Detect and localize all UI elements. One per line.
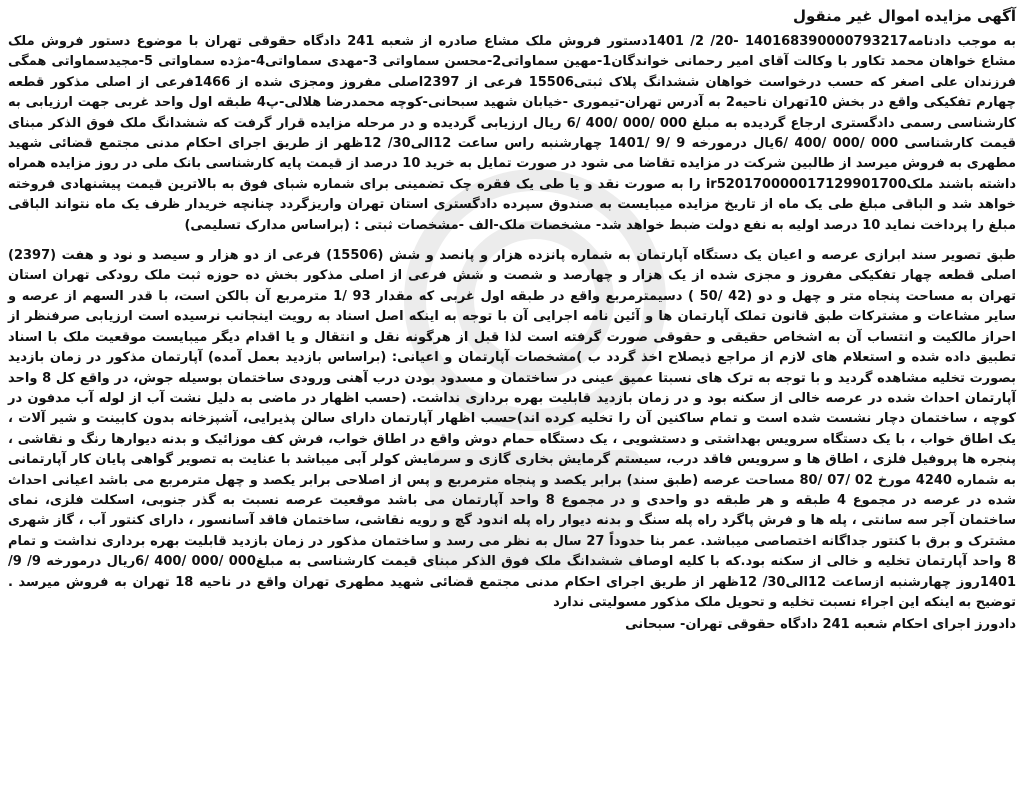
notice-paragraph-auction-terms: به موجب دادنامه140168390000793217 -20/ 2/ 1401دستور فروش ملک مشاع صادره از شعبه 241 دادگاه حقوقی تهران با موضوع دستور فروش ملک مشاع خواهان محمد تکاور با وکالت آقای امیر رحمانی خواندگان1-مهین سماواتی2-محسن سماواتی 3-مهدی سماواتی4-مژده سماواتی 5-مجیدسماواتی همگی فرزندان علی اصغر که حسب درخواست خواهان ششدانگ پلاک ثبتی15506 فرعی از 2397اصلی مفروز ومجزی شده از 1466فرعی از اصلی مذکور قطعه چهارم تفکیکی واقع در بخش 10تهران ناحیه2 به آدرس تهران-تیموری -خیابان شهید سبحانی-کوچه محمدرضا هلالی-پ4 طبقه اول واحد غربی جهت ارزیابی به کارشناسی رسمی دادگستری ارجاع گردیده به مبلغ 000 /000 /400 /6 ریال ارزیابی گردیده و در مرحله مزایده قرار گرفت که ششدانگ ملک فوق الذکر مبنای قیمت کارشناسی 000 /000 /400 /6یال درمورخه 9 /9 /1401 چهارشنبه راس ساعت 12الی30/ 12ظهر از طریق اجرای احکام مدنی مجتمع قضائی شهید مطهری به فروش میرسد از طالبین شرکت در مزایده تقاضا می شود در صورت تمایل به خرید 10 درصد از قیمت پایه کارشناسی بانک ملی در روز مزایده همراه داشته باشند ملکir520170000017129901700 را به صورت نقد و یا طی یک فقره چک تضمینی برای شماره شبای فوق به بالاترین قیمت پیشنهادی فروخته خواهد شد و الباقی مبلغ طی یک ماه از تاریخ مزایده میبایست به صندوق سپرده دادگستری استان تهران واریزگردد چنانچه خریدار ظرف یک ماه نتواند الباقی مبلغ را پرداخت نماید 10 درصد اولیه به نفع دولت ضبط خواهد شد- مشخصات ملک-الف -مشخصات ثبتی : (براساس مدارک تسلیمی) <box>8 34 1017 233</box>
notice-paragraph-property-description: طبق تصویر سند ابرازی عرصه و اعیان یک دستگاه آپارتمان به شماره پانزده هزار و پانصد و شش (15506) فرعی از دو هزار و سیصد و نود و هفت (2397) اصلی قطعه چهار تفکیکی مفروز و مجزی شده از یک هزار و چهارصد و شصت و شش فرعی از اصلی مذکور بخش ده حوزه ثبت ملک رودکی تهران استان تهران به مساحت پنجاه متر و چهل و دو (42 /50 ) دسیمترمربع واقع در طبقه اول غربی که مقدار 93 /1 مترمربع آن بالکن است، با قدر السهم از عرصه و سایر مشاعات و مشترکات طبق قانون تملک آپارتمان ها و آئین نامه اجرایی آن با توجه به اینکه اصل اسناد به رویت اینجانب نرسیده است ارزیابی صرفنظر از احراز مالکیت و انتساب آن به اشخاص حقیقی و حقوقی صورت گرفته است لذا قبل از هرگونه نقل و انتقال و یا اقدام دیگر میبایست موقعیت ملک با اسناد تطبیق داده شده و استعلام های لازم از مراجع ذیصلاح اخذ گردد ب )مشخصات آپارتمان و اعیانی: (براساس بازدید بعمل آمده) آپارتمان مذکور در زمان بازدید بصورت تخلیه مشاهده گردید و با توجه به ترک های نسبتا عمیق عینی در ساختمان و مسدود بودن درب آهنی ورودی ساختمان بوسیله جوش، در واقع کل 8 واحد آپارتمان احداث شده در عرصه خالی از سکنه بود و در زمان بازدید قابلیت بهره برداری نداشت. (حسب اظهار در ماضی به دلیل نشت آب از لوله آب مدفون در کوچه ، ساختمان دچار نشست شده است و تمام ساکنین آن را تخلیه کرده اند)حسب اظهار آپارتمان دارای سالن پذیرایی، آشپزخانه بدون کابینت و شیر آلات ، یک اطاق خواب ، با یک دستگاه سرویس بهداشتی و دستشویی ، یک دستگاه حمام دوش واقع در اطاق خواب، فرش کف موزائیک و بدنه دیوارها رنگ و نقاشی ، پنجره ها پروفیل فلزی ، اطاق ها و سرویس فاقد درب، سیستم گرمایش بخاری گازی و سرمایش کولر آبی میباشد با عنایت به تصویر گواهی پایان کار آپارتمانی به شماره 4240 مورخ 02 /07 /80 مساحت عرصه (طبق سند) برابر یکصد و پنجاه مترمربع و پس از اصلاحی برابر یکصد و چهل مترمربع می باشد اعیانی احداث شده در عرصه در مجموع 4 طبقه و هر طبقه دو واحدی و در مجموع 8 واحد آپارتمان می باشد موقعیت عرصه نسبت به گذر جنوبی، اسکلت فلزی، نمای ساختمان آجر سه سانتی ، پله ها و فرش پاگرد راه پله سنگ و بدنه دیوار راه پله اندود گچ و رویه نقاشی، ساختمان فاقد آسانسور ، دارای کنتور آب ، گاز شهری مشترک و برق با کنتور جداگانه اختصاصی میباشد. عمر بنا حدوداً 27 سال به نظر می رسد و ساختمان مذکور در زمان بازدید قابلیت بهره برداری نداشت و تمام 8 واحد آپارتمان تخلیه و خالی از سکنه بود.که با کلیه اوصاف ششدانگ ملک فوق الذکر مبنای قیمت کارشناسی به مبلغ000 /000 /400 /6ریال درمورخه 9/ 9/ 1401روز چهارشنبه ازساعت 12الی30/ 12ظهر از طریق اجرای احکام مدنی مجتمع قضائی شهید مطهری تهران واقع در ناحیه 18 تهران به فروش میرسد . توضیح به اینکه این اجراء نسبت تخلیه و تحویل ملک مذکور مسولیتی ندارد <box>8 248 1017 610</box>
notice-title: آگهی مزایده اموال غیر منقول <box>792 7 1016 25</box>
notice-signature: دادورز اجرای احکام شعبه 241 دادگاه حقوقی تهران- سبحانی <box>625 617 1016 633</box>
